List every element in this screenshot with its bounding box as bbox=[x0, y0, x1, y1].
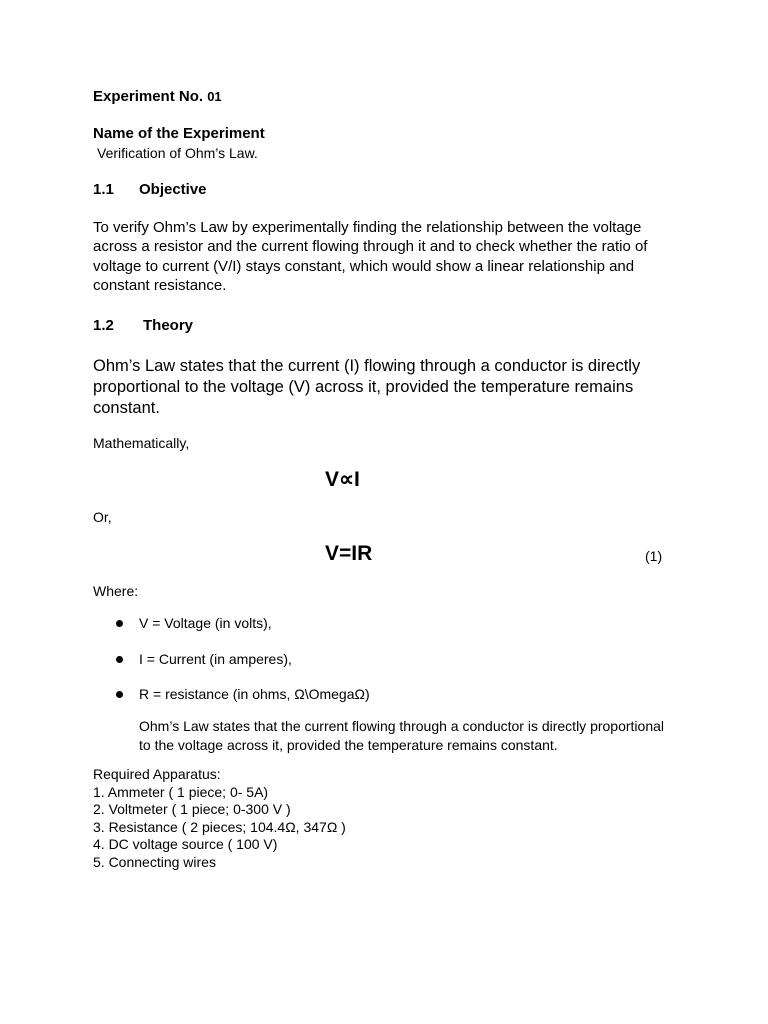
apparatus-item: 2. Voltmeter ( 1 piece; 0-300 V ) bbox=[93, 801, 291, 818]
objective-paragraph: To verify Ohm’s Law by experimentally finding the relationship between the voltage across a resistor and the current flowing through it and to check whether the ratio of voltage to current (V/I) stays constant, which would show a linear relationship and constant resistance. bbox=[93, 219, 648, 294]
equation-number: (1) bbox=[645, 548, 663, 564]
list-item: I = Current (in amperes), bbox=[139, 651, 292, 667]
bullet-dot bbox=[116, 691, 123, 698]
experiment-name-value: Verification of Ohm’s Law. bbox=[97, 145, 258, 161]
apparatus-item: 3. Resistance ( 2 pieces; 104.4Ω, 347Ω ) bbox=[93, 818, 346, 835]
experiment-number-label: Experiment No. bbox=[93, 88, 204, 105]
required-apparatus bbox=[93, 766, 346, 872]
objective-section-title: Objective bbox=[139, 181, 207, 198]
ohms-law-note: Ohm’s Law states that the current flowing through a conductor is directly proportional to the voltage across it, provided the temperature remains constant. bbox=[139, 718, 665, 753]
experiment-number-heading bbox=[93, 88, 222, 105]
list-item: V = Voltage (in volts), bbox=[139, 615, 272, 631]
formula-proportional: V∝I bbox=[325, 468, 360, 491]
apparatus-item: 1. Ammeter ( 1 piece; 0- 5A) bbox=[93, 783, 269, 800]
where-label: Where: bbox=[93, 583, 139, 599]
bullet-dot bbox=[116, 620, 123, 627]
theory-section-number: 1.2 bbox=[93, 317, 114, 334]
bullet-dot bbox=[116, 656, 123, 663]
theory-section-title: Theory bbox=[143, 317, 194, 334]
mathematically-label: Mathematically, bbox=[93, 435, 190, 451]
objective-section-number: 1.1 bbox=[93, 181, 114, 198]
experiment-number-value: 01 bbox=[207, 89, 222, 104]
apparatus-heading: Required Apparatus: bbox=[93, 766, 221, 782]
apparatus-item: 4. DC voltage source ( 100 V) bbox=[93, 836, 278, 853]
formula-ohms-law: V=IR bbox=[325, 542, 373, 565]
or-label: Or, bbox=[93, 509, 112, 525]
experiment-name-heading: Name of the Experiment bbox=[93, 125, 265, 142]
theory-paragraph: Ohm’s Law states that the current (I) flowing through a conductor is directly proportional to the voltage (V) across it, provided the temperature remains constant. bbox=[93, 357, 641, 417]
list-item: R = resistance (in ohms, Ω\OmegaΩ) bbox=[139, 686, 370, 702]
apparatus-item: 5. Connecting wires bbox=[93, 853, 216, 870]
